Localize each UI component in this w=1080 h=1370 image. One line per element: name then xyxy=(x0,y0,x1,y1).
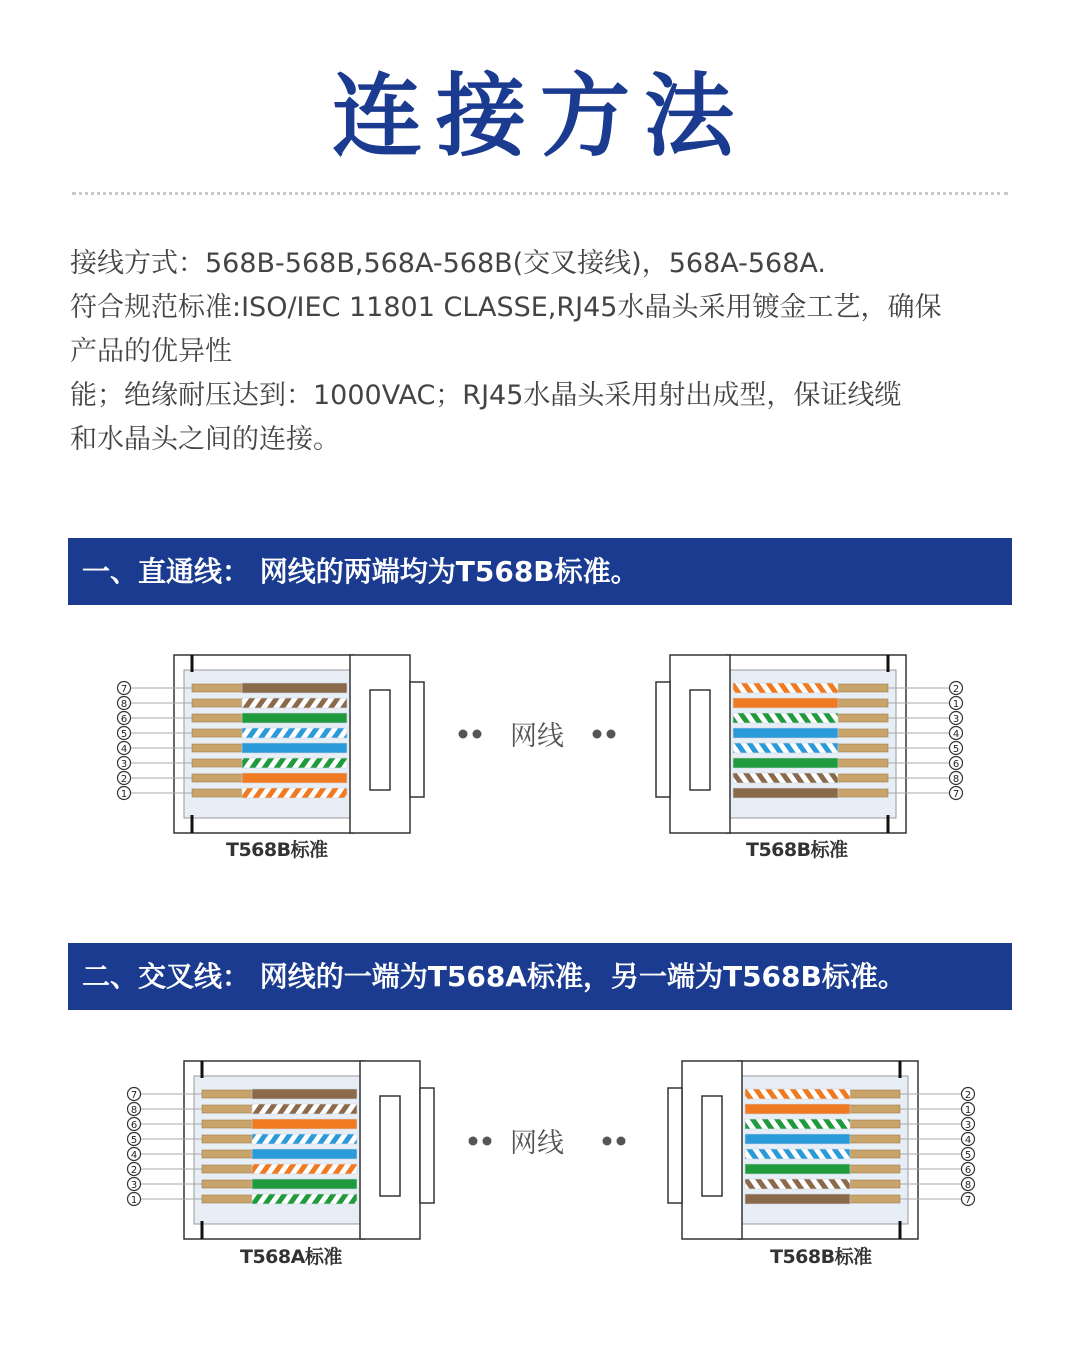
crossover-left-standard-label: T568A标准 xyxy=(240,1246,342,1268)
pin-number-label xyxy=(950,682,963,696)
svg-text:6: 6 xyxy=(130,1120,138,1131)
straight-left-standard-label: T568B标准 xyxy=(226,839,328,861)
svg-text:8: 8 xyxy=(120,699,128,710)
pin-number-label xyxy=(950,727,963,741)
pin-number-label xyxy=(128,1178,141,1192)
svg-text:5: 5 xyxy=(964,1150,972,1161)
svg-text:3: 3 xyxy=(952,714,960,725)
pin-number-label xyxy=(950,742,963,756)
pin-number-label xyxy=(128,1163,141,1177)
pin-number-label xyxy=(118,757,131,771)
rj45-connector-icon xyxy=(660,1056,980,1246)
crossover-left-connector-diagram xyxy=(122,1056,442,1246)
pin-number-label xyxy=(950,697,963,711)
svg-text:2: 2 xyxy=(130,1165,138,1176)
pin-number-label xyxy=(962,1163,975,1177)
pin-number-label xyxy=(118,727,131,741)
pin-number-label xyxy=(128,1118,141,1132)
svg-text:3: 3 xyxy=(120,759,128,770)
pin-number-label xyxy=(950,772,963,786)
straight-cable-label: 网线 xyxy=(510,721,564,752)
crossover-right-connector-diagram xyxy=(660,1056,980,1246)
pin-number-label xyxy=(962,1118,975,1132)
pin-number-label xyxy=(118,682,131,696)
pin-number-label xyxy=(128,1148,141,1162)
page-title: 连接方法 xyxy=(332,64,748,169)
pin-number-label xyxy=(118,772,131,786)
crossover-cable-label: 网线 xyxy=(510,1128,564,1159)
pin-number-label xyxy=(962,1148,975,1162)
description-line: 能；绝缘耐压达到：1000VAC；RJ45水晶头采用射出成型，保证线缆 xyxy=(70,380,902,411)
description-line: 产品的优异性 xyxy=(70,336,232,367)
rj45-connector-icon xyxy=(122,1056,442,1246)
straight-left-connector-diagram xyxy=(112,650,432,840)
rj45-connector-icon xyxy=(112,650,432,840)
pin-number-label xyxy=(118,697,131,711)
svg-text:2: 2 xyxy=(952,684,960,695)
description-line: 和水晶头之间的连接。 xyxy=(70,424,340,455)
svg-text:6: 6 xyxy=(964,1165,972,1176)
title-divider xyxy=(72,192,1008,195)
pin-number-label xyxy=(962,1178,975,1192)
pin-number-label xyxy=(962,1133,975,1147)
svg-text:3: 3 xyxy=(130,1180,138,1191)
svg-text:7: 7 xyxy=(952,789,960,800)
svg-text:1: 1 xyxy=(964,1105,972,1116)
description-line: 接线方式：568B-568B,568A-568B(交叉接线)，568A-568A. xyxy=(70,248,826,279)
svg-text:5: 5 xyxy=(130,1135,138,1146)
svg-text:4: 4 xyxy=(952,729,960,740)
pin-number-label xyxy=(118,712,131,726)
pin-number-label xyxy=(950,712,963,726)
straight-right-standard-label: T568B标准 xyxy=(746,839,848,861)
pin-number-label xyxy=(950,787,963,801)
pin-number-label xyxy=(962,1103,975,1117)
description-line: 符合规范标准:ISO/IEC 11801 CLASSE,RJ45水晶头采用镀金工艺，确保 xyxy=(70,292,942,323)
pin-number-label xyxy=(118,742,131,756)
svg-text:2: 2 xyxy=(120,774,128,785)
svg-text:7: 7 xyxy=(120,684,128,695)
pin-number-label xyxy=(962,1088,975,1102)
svg-text:4: 4 xyxy=(120,744,128,755)
crossover-right-standard-label: T568B标准 xyxy=(770,1246,872,1268)
pin-number-label xyxy=(128,1193,141,1207)
svg-text:7: 7 xyxy=(964,1195,972,1206)
pin-number-label xyxy=(950,757,963,771)
svg-text:4: 4 xyxy=(964,1135,972,1146)
svg-text:5: 5 xyxy=(952,744,960,755)
svg-text:3: 3 xyxy=(964,1120,972,1131)
pin-number-label xyxy=(128,1133,141,1147)
svg-text:1: 1 xyxy=(952,699,960,710)
svg-text:8: 8 xyxy=(952,774,960,785)
svg-text:6: 6 xyxy=(952,759,960,770)
pin-number-label xyxy=(128,1103,141,1117)
svg-text:1: 1 xyxy=(120,789,128,800)
straight-cable-heading: 一、直通线： 网线的两端均为T568B标准。 xyxy=(68,538,1012,605)
description xyxy=(70,242,1015,462)
pin-number-label xyxy=(128,1088,141,1102)
crossover-cable-heading: 二、交叉线： 网线的一端为T568A标准，另一端为T568B标准。 xyxy=(68,943,1012,1010)
svg-text:6: 6 xyxy=(120,714,128,725)
pin-number-label xyxy=(118,787,131,801)
rj45-connector-icon xyxy=(648,650,968,840)
svg-text:7: 7 xyxy=(130,1090,138,1101)
straight-right-connector-diagram xyxy=(648,650,968,840)
svg-text:1: 1 xyxy=(130,1195,138,1206)
svg-text:5: 5 xyxy=(120,729,128,740)
svg-text:8: 8 xyxy=(130,1105,138,1116)
pin-number-label xyxy=(962,1193,975,1207)
svg-text:2: 2 xyxy=(964,1090,972,1101)
svg-text:4: 4 xyxy=(130,1150,138,1161)
svg-text:8: 8 xyxy=(964,1180,972,1191)
